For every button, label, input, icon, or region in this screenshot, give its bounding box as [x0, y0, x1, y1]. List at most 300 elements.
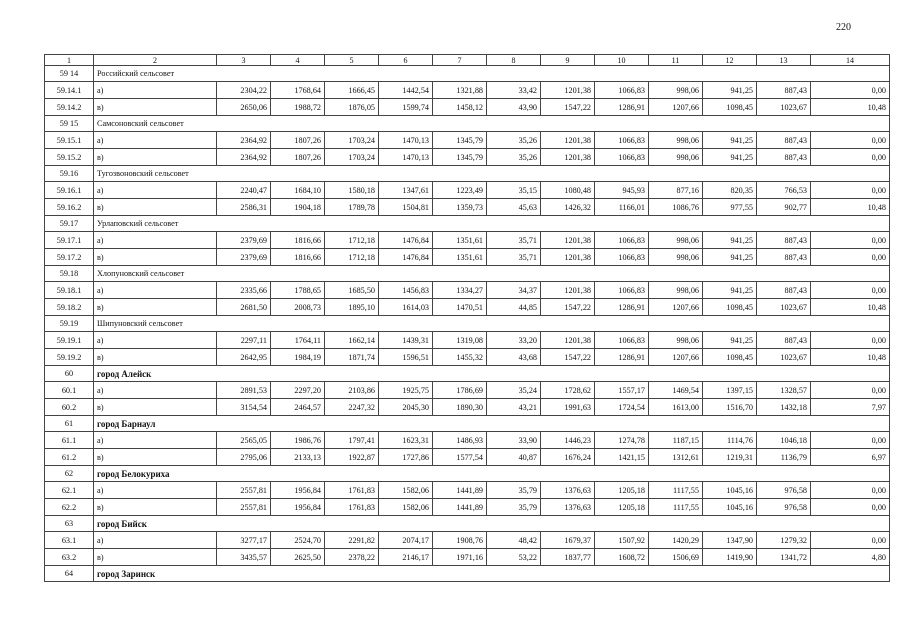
value-cell: 1439,31 — [379, 332, 433, 349]
group-row — [45, 466, 890, 482]
value-cell: 3277,17 — [217, 532, 271, 549]
table-header-row — [45, 55, 890, 66]
value-cell: 1876,05 — [325, 99, 379, 116]
table-row — [45, 399, 890, 416]
value-cell: 2379,69 — [217, 249, 271, 266]
value-cell: 1988,72 — [271, 99, 325, 116]
column-header: 11 — [649, 55, 703, 66]
group-row — [45, 166, 890, 182]
value-cell: 1045,16 — [703, 499, 757, 516]
column-header: 14 — [811, 55, 890, 66]
value-cell: 976,58 — [757, 482, 811, 499]
value-cell: 10,48 — [811, 199, 890, 216]
row-label: а) — [94, 332, 217, 349]
value-cell: 998,06 — [649, 332, 703, 349]
table-row — [45, 232, 890, 249]
value-cell: 1761,83 — [325, 499, 379, 516]
value-cell: 1201,38 — [541, 149, 595, 166]
value-cell: 1359,73 — [433, 199, 487, 216]
row-label: в) — [94, 349, 217, 366]
value-cell: 902,77 — [757, 199, 811, 216]
value-cell: 1166,01 — [595, 199, 649, 216]
column-header: 7 — [433, 55, 487, 66]
value-cell: 1470,13 — [379, 132, 433, 149]
page-number: 220 — [836, 22, 851, 33]
row-code: 59.16.1 — [45, 182, 94, 199]
value-cell: 1442,54 — [379, 82, 433, 99]
value-cell: 2464,57 — [271, 399, 325, 416]
value-cell: 1984,19 — [271, 349, 325, 366]
row-code: 59.18.1 — [45, 282, 94, 299]
value-cell: 1351,61 — [433, 232, 487, 249]
value-cell: 1207,66 — [649, 349, 703, 366]
value-cell: 1098,45 — [703, 99, 757, 116]
value-cell: 1345,79 — [433, 149, 487, 166]
value-cell: 1816,66 — [271, 249, 325, 266]
group-row — [45, 366, 890, 382]
value-cell: 1904,18 — [271, 199, 325, 216]
value-cell: 2297,20 — [271, 382, 325, 399]
value-cell: 1458,12 — [433, 99, 487, 116]
value-cell: 2378,22 — [325, 549, 379, 566]
value-cell: 1476,84 — [379, 232, 433, 249]
group-row — [45, 216, 890, 232]
value-cell: 1080,48 — [541, 182, 595, 199]
row-label: а) — [94, 232, 217, 249]
row-label: а) — [94, 282, 217, 299]
value-cell: 2304,22 — [217, 82, 271, 99]
group-name: Урлаповский сельсовет — [94, 216, 890, 232]
value-cell: 0,00 — [811, 499, 890, 516]
row-code: 59.19.2 — [45, 349, 94, 366]
value-cell: 1596,51 — [379, 349, 433, 366]
group-row — [45, 266, 890, 282]
row-label: в) — [94, 149, 217, 166]
value-cell: 1187,15 — [649, 432, 703, 449]
value-cell: 1321,88 — [433, 82, 487, 99]
row-label: в) — [94, 199, 217, 216]
value-cell: 43,90 — [487, 99, 541, 116]
row-code: 59.16 — [45, 166, 94, 182]
value-cell: 0,00 — [811, 82, 890, 99]
value-cell: 998,06 — [649, 232, 703, 249]
value-cell: 941,25 — [703, 332, 757, 349]
value-cell: 1507,92 — [595, 532, 649, 549]
value-cell: 1345,79 — [433, 132, 487, 149]
group-name: Хлопуновский сельсовет — [94, 266, 890, 282]
value-cell: 1786,69 — [433, 382, 487, 399]
value-cell: 2291,82 — [325, 532, 379, 549]
value-cell: 1286,91 — [595, 299, 649, 316]
value-cell: 35,79 — [487, 482, 541, 499]
row-code: 59.18.2 — [45, 299, 94, 316]
value-cell: 1201,38 — [541, 232, 595, 249]
value-cell: 40,87 — [487, 449, 541, 466]
value-cell: 766,53 — [757, 182, 811, 199]
value-cell: 0,00 — [811, 182, 890, 199]
value-cell: 887,43 — [757, 332, 811, 349]
table-row — [45, 432, 890, 449]
group-name: город Бийск — [94, 516, 890, 532]
value-cell: 1986,76 — [271, 432, 325, 449]
value-cell: 1789,78 — [325, 199, 379, 216]
row-code: 60 — [45, 366, 94, 382]
row-label: в) — [94, 399, 217, 416]
value-cell: 1476,84 — [379, 249, 433, 266]
table-row — [45, 299, 890, 316]
row-code: 62.2 — [45, 499, 94, 516]
value-cell: 1312,61 — [649, 449, 703, 466]
value-cell: 2379,69 — [217, 232, 271, 249]
row-code: 59.15.1 — [45, 132, 94, 149]
row-label: в) — [94, 549, 217, 566]
value-cell: 10,48 — [811, 299, 890, 316]
value-cell: 977,55 — [703, 199, 757, 216]
value-cell: 0,00 — [811, 232, 890, 249]
table-row — [45, 99, 890, 116]
value-cell: 1351,61 — [433, 249, 487, 266]
row-code: 63 — [45, 516, 94, 532]
value-cell: 1703,24 — [325, 149, 379, 166]
value-cell: 35,79 — [487, 499, 541, 516]
value-cell: 44,85 — [487, 299, 541, 316]
value-cell: 2524,70 — [271, 532, 325, 549]
value-cell: 1286,91 — [595, 349, 649, 366]
value-cell: 1922,87 — [325, 449, 379, 466]
value-cell: 0,00 — [811, 482, 890, 499]
value-cell: 1469,54 — [649, 382, 703, 399]
value-cell: 820,35 — [703, 182, 757, 199]
value-cell: 33,90 — [487, 432, 541, 449]
value-cell: 1441,89 — [433, 499, 487, 516]
value-cell: 1613,00 — [649, 399, 703, 416]
value-cell: 2297,11 — [217, 332, 271, 349]
value-cell: 998,06 — [649, 149, 703, 166]
value-cell: 3435,57 — [217, 549, 271, 566]
value-cell: 1582,06 — [379, 499, 433, 516]
value-cell: 1201,38 — [541, 332, 595, 349]
row-label: в) — [94, 249, 217, 266]
row-code: 59 14 — [45, 66, 94, 82]
table-row — [45, 382, 890, 399]
row-code: 59.19 — [45, 316, 94, 332]
value-cell: 998,06 — [649, 82, 703, 99]
value-cell: 1971,16 — [433, 549, 487, 566]
column-header: 4 — [271, 55, 325, 66]
value-cell: 887,43 — [757, 82, 811, 99]
value-cell: 1768,64 — [271, 82, 325, 99]
value-cell: 1397,15 — [703, 382, 757, 399]
value-cell: 35,26 — [487, 132, 541, 149]
value-cell: 941,25 — [703, 149, 757, 166]
value-cell: 1432,18 — [757, 399, 811, 416]
value-cell: 1470,51 — [433, 299, 487, 316]
value-cell: 1117,55 — [649, 482, 703, 499]
value-cell: 1376,63 — [541, 499, 595, 516]
value-cell: 1066,83 — [595, 232, 649, 249]
value-cell: 1599,74 — [379, 99, 433, 116]
value-cell: 1441,89 — [433, 482, 487, 499]
row-code: 60.2 — [45, 399, 94, 416]
value-cell: 1279,32 — [757, 532, 811, 549]
value-cell: 998,06 — [649, 249, 703, 266]
value-cell: 2557,81 — [217, 499, 271, 516]
value-cell: 1679,37 — [541, 532, 595, 549]
value-cell: 2586,31 — [217, 199, 271, 216]
value-cell: 998,06 — [649, 282, 703, 299]
value-cell: 998,06 — [649, 132, 703, 149]
value-cell: 1066,83 — [595, 132, 649, 149]
row-code: 59.19.1 — [45, 332, 94, 349]
value-cell: 1956,84 — [271, 499, 325, 516]
value-cell: 1456,83 — [379, 282, 433, 299]
value-cell: 1023,67 — [757, 99, 811, 116]
row-code: 59.17.1 — [45, 232, 94, 249]
value-cell: 1201,38 — [541, 249, 595, 266]
value-cell: 1685,50 — [325, 282, 379, 299]
table-row — [45, 499, 890, 516]
value-cell: 45,63 — [487, 199, 541, 216]
value-cell: 1895,10 — [325, 299, 379, 316]
value-cell: 941,25 — [703, 232, 757, 249]
row-code: 59.15.2 — [45, 149, 94, 166]
row-code: 59.18 — [45, 266, 94, 282]
value-cell: 1341,72 — [757, 549, 811, 566]
value-cell: 976,58 — [757, 499, 811, 516]
column-header: 3 — [217, 55, 271, 66]
row-label: в) — [94, 449, 217, 466]
row-code: 61.2 — [45, 449, 94, 466]
value-cell: 1086,76 — [649, 199, 703, 216]
value-cell: 2625,50 — [271, 549, 325, 566]
value-cell: 1676,24 — [541, 449, 595, 466]
value-cell: 1201,38 — [541, 282, 595, 299]
column-header: 2 — [94, 55, 217, 66]
value-cell: 1582,06 — [379, 482, 433, 499]
group-name: Российский сельсовет — [94, 66, 890, 82]
value-cell: 1023,67 — [757, 349, 811, 366]
row-label: а) — [94, 182, 217, 199]
value-cell: 887,43 — [757, 232, 811, 249]
value-cell: 1470,13 — [379, 149, 433, 166]
value-cell: 1506,69 — [649, 549, 703, 566]
value-cell: 1046,18 — [757, 432, 811, 449]
value-cell: 945,93 — [595, 182, 649, 199]
value-cell: 1890,30 — [433, 399, 487, 416]
value-cell: 35,71 — [487, 249, 541, 266]
value-cell: 1807,26 — [271, 149, 325, 166]
value-cell: 1207,66 — [649, 299, 703, 316]
value-cell: 48,42 — [487, 532, 541, 549]
value-cell: 1274,78 — [595, 432, 649, 449]
value-cell: 1788,65 — [271, 282, 325, 299]
row-code: 63.1 — [45, 532, 94, 549]
row-code: 62.1 — [45, 482, 94, 499]
value-cell: 2565,05 — [217, 432, 271, 449]
value-cell: 1807,26 — [271, 132, 325, 149]
value-cell: 2008,73 — [271, 299, 325, 316]
value-cell: 1816,66 — [271, 232, 325, 249]
value-cell: 1023,67 — [757, 299, 811, 316]
value-cell: 1066,83 — [595, 249, 649, 266]
value-cell: 1426,32 — [541, 199, 595, 216]
group-name: Самсоновский сельсовет — [94, 116, 890, 132]
column-header: 5 — [325, 55, 379, 66]
value-cell: 2247,32 — [325, 399, 379, 416]
value-cell: 10,48 — [811, 349, 890, 366]
row-label: а) — [94, 382, 217, 399]
value-cell: 43,68 — [487, 349, 541, 366]
group-name: Тугозвоновский сельсовет — [94, 166, 890, 182]
value-cell: 1908,76 — [433, 532, 487, 549]
value-cell: 1577,54 — [433, 449, 487, 466]
value-cell: 1419,90 — [703, 549, 757, 566]
table-row — [45, 149, 890, 166]
value-cell: 1201,38 — [541, 82, 595, 99]
column-header: 8 — [487, 55, 541, 66]
value-cell: 1608,72 — [595, 549, 649, 566]
value-cell: 33,20 — [487, 332, 541, 349]
table-row — [45, 349, 890, 366]
value-cell: 877,16 — [649, 182, 703, 199]
row-label: в) — [94, 99, 217, 116]
value-cell: 1547,22 — [541, 299, 595, 316]
value-cell: 34,37 — [487, 282, 541, 299]
row-code: 64 — [45, 566, 94, 582]
value-cell: 1684,10 — [271, 182, 325, 199]
value-cell: 1712,18 — [325, 232, 379, 249]
group-row — [45, 116, 890, 132]
column-header: 10 — [595, 55, 649, 66]
value-cell: 3154,54 — [217, 399, 271, 416]
value-cell: 2335,66 — [217, 282, 271, 299]
value-cell: 941,25 — [703, 249, 757, 266]
value-cell: 1516,70 — [703, 399, 757, 416]
value-cell: 1956,84 — [271, 482, 325, 499]
value-cell: 2364,92 — [217, 149, 271, 166]
value-cell: 2557,81 — [217, 482, 271, 499]
value-cell: 1666,45 — [325, 82, 379, 99]
value-cell: 1446,23 — [541, 432, 595, 449]
row-code: 61 — [45, 416, 94, 432]
value-cell: 887,43 — [757, 149, 811, 166]
value-cell: 53,22 — [487, 549, 541, 566]
value-cell: 1117,55 — [649, 499, 703, 516]
row-code: 59.14.1 — [45, 82, 94, 99]
value-cell: 1201,38 — [541, 132, 595, 149]
value-cell: 1712,18 — [325, 249, 379, 266]
value-cell: 1114,76 — [703, 432, 757, 449]
value-cell: 1614,03 — [379, 299, 433, 316]
value-cell: 1066,83 — [595, 149, 649, 166]
value-cell: 0,00 — [811, 332, 890, 349]
value-cell: 1328,57 — [757, 382, 811, 399]
row-code: 62 — [45, 466, 94, 482]
value-cell: 1455,32 — [433, 349, 487, 366]
value-cell: 10,48 — [811, 99, 890, 116]
value-cell: 2074,17 — [379, 532, 433, 549]
value-cell: 1703,24 — [325, 132, 379, 149]
value-cell: 0,00 — [811, 532, 890, 549]
value-cell: 1764,11 — [271, 332, 325, 349]
value-cell: 1420,29 — [649, 532, 703, 549]
group-name: город Барнаул — [94, 416, 890, 432]
value-cell: 1662,14 — [325, 332, 379, 349]
value-cell: 1066,83 — [595, 82, 649, 99]
table-row — [45, 282, 890, 299]
value-cell: 1761,83 — [325, 482, 379, 499]
column-header: 9 — [541, 55, 595, 66]
value-cell: 1098,45 — [703, 299, 757, 316]
group-name: город Белокуриха — [94, 466, 890, 482]
value-cell: 1319,08 — [433, 332, 487, 349]
tariff-table — [44, 54, 890, 582]
group-row — [45, 516, 890, 532]
value-cell: 2650,06 — [217, 99, 271, 116]
value-cell: 1797,41 — [325, 432, 379, 449]
value-cell: 887,43 — [757, 249, 811, 266]
value-cell: 1286,91 — [595, 99, 649, 116]
value-cell: 1205,18 — [595, 482, 649, 499]
value-cell: 2133,13 — [271, 449, 325, 466]
row-code: 59.17.2 — [45, 249, 94, 266]
column-header: 12 — [703, 55, 757, 66]
value-cell: 1334,27 — [433, 282, 487, 299]
value-cell: 1837,77 — [541, 549, 595, 566]
value-cell: 35,71 — [487, 232, 541, 249]
value-cell: 1066,83 — [595, 332, 649, 349]
group-name: город Заринск — [94, 566, 890, 582]
group-row — [45, 566, 890, 582]
value-cell: 1623,31 — [379, 432, 433, 449]
value-cell: 1098,45 — [703, 349, 757, 366]
value-cell: 2642,95 — [217, 349, 271, 366]
value-cell: 2681,50 — [217, 299, 271, 316]
table-row — [45, 132, 890, 149]
value-cell: 1347,61 — [379, 182, 433, 199]
table-row — [45, 199, 890, 216]
row-label: в) — [94, 299, 217, 316]
value-cell: 1136,79 — [757, 449, 811, 466]
value-cell: 1347,90 — [703, 532, 757, 549]
value-cell: 0,00 — [811, 149, 890, 166]
value-cell: 2795,06 — [217, 449, 271, 466]
value-cell: 941,25 — [703, 82, 757, 99]
value-cell: 1045,16 — [703, 482, 757, 499]
value-cell: 1223,49 — [433, 182, 487, 199]
value-cell: 1991,63 — [541, 399, 595, 416]
value-cell: 7,97 — [811, 399, 890, 416]
value-cell: 1557,17 — [595, 382, 649, 399]
value-cell: 0,00 — [811, 382, 890, 399]
table-row — [45, 549, 890, 566]
value-cell: 1421,15 — [595, 449, 649, 466]
value-cell: 1724,54 — [595, 399, 649, 416]
row-code: 59.16.2 — [45, 199, 94, 216]
group-row — [45, 66, 890, 82]
value-cell: 1066,83 — [595, 282, 649, 299]
value-cell: 35,24 — [487, 382, 541, 399]
value-cell: 887,43 — [757, 132, 811, 149]
value-cell: 1871,74 — [325, 349, 379, 366]
value-cell: 941,25 — [703, 132, 757, 149]
value-cell: 0,00 — [811, 282, 890, 299]
value-cell: 6,97 — [811, 449, 890, 466]
group-row — [45, 416, 890, 432]
value-cell: 33,42 — [487, 82, 541, 99]
table-row — [45, 532, 890, 549]
row-code: 59.17 — [45, 216, 94, 232]
